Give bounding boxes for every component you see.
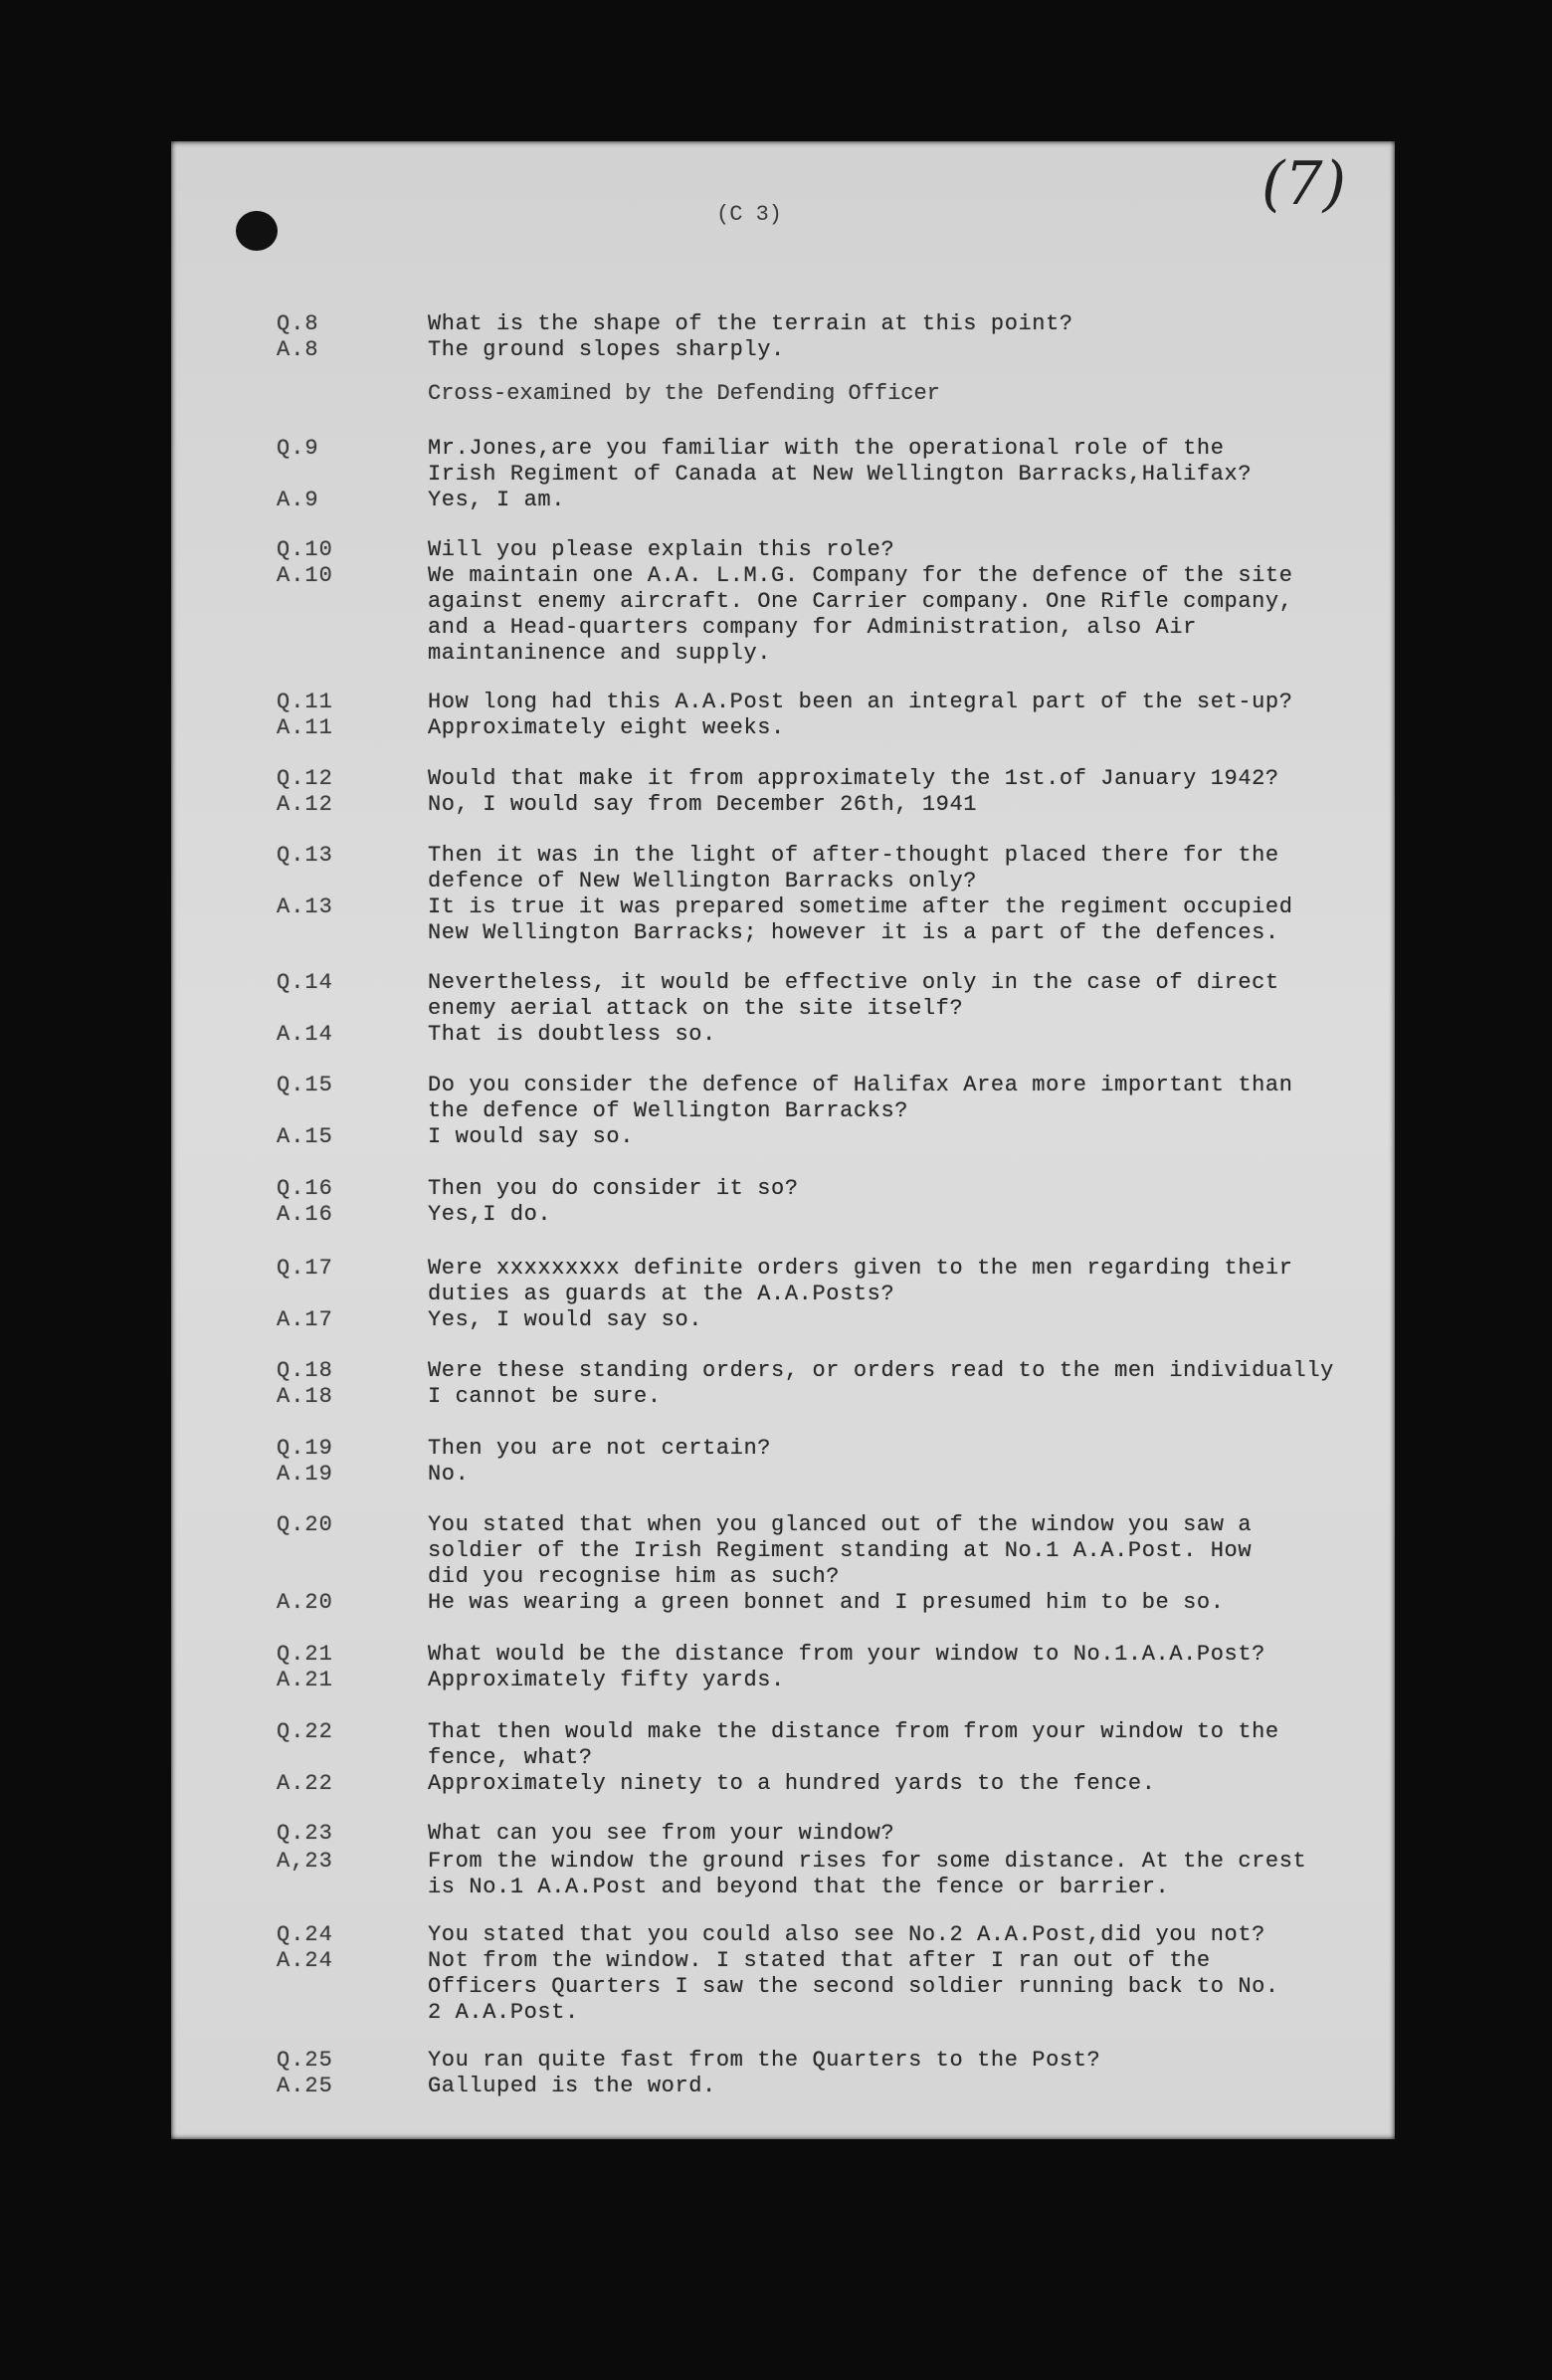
question-text-line: the defence of Wellington Barracks? [428,1098,909,1123]
question-text-line: How long had this A.A.Post been an integral part of the set-up? [428,690,1293,714]
answer-text-line: maintaninence and supply. [428,641,772,666]
question-text-line: Will you please explain this role? [428,537,895,562]
cross-examination-heading: Cross-examined by the Defending Officer [428,381,940,406]
question-text-line: soldier of the Irish Regiment standing at No.1 A.A.Post. How [428,1538,1253,1563]
answer-number: A.18 [277,1384,333,1409]
answer-text-line: and a Head-quarters company for Administration, also Air [428,615,1197,640]
answer-number: A.15 [277,1124,333,1149]
question-text-line: Were xxxxxxxxx definite orders given to the men regarding their [428,1256,1293,1281]
answer-text-line: Galluped is the word. [428,2074,716,2098]
answer-number: A.17 [277,1307,333,1332]
question-text-line: Irish Regiment of Canada at New Wellington Barracks,Halifax? [428,462,1253,487]
question-number: Q.22 [277,1719,333,1744]
answer-text-line: It is true it was prepared sometime after the regiment occupied [428,894,1293,919]
answer-text-line: No, I would say from December 26th, 1941 [428,792,978,817]
answer-text-line: Yes, I would say so. [428,1307,703,1332]
answer-text-line: Not from the window. I stated that after I ran out of the [428,1948,1211,1973]
question-number: Q.18 [277,1358,333,1383]
punch-hole [236,211,278,251]
answer-text-line: No. [428,1462,470,1487]
answer-number: A.16 [277,1202,333,1227]
question-text-line: Then it was in the light of after-thought placed there for the [428,843,1279,868]
page-reference: (C 3) [716,202,783,227]
answer-number: A.13 [277,894,333,919]
question-text-line: Would that make it from approximately the 1st.of January 1942? [428,766,1279,791]
question-text-line: Nevertheless, it would be effective only in the case of direct [428,970,1279,995]
question-number: Q.25 [277,2048,333,2073]
question-number: Q.21 [277,1642,333,1667]
answer-text-line: Officers Quarters I saw the second soldier running back to No. [428,1974,1279,1999]
answer-number: A.25 [277,2074,333,2098]
answer-number: A.14 [277,1022,333,1047]
question-number: Q.11 [277,690,333,714]
question-text-line: What is the shape of the terrain at this point? [428,311,1073,336]
question-text-line: Then you do consider it so? [428,1176,799,1201]
answer-text-line: is No.1 A.A.Post and beyond that the fence or barrier. [428,1875,1170,1899]
answer-text-line: He was wearing a green bonnet and I presumed him to be so. [428,1590,1225,1615]
question-number: Q.24 [277,1922,333,1947]
question-number: Q.23 [277,1821,333,1846]
answer-text-line: 2 A.A.Post. [428,2000,579,2025]
answer-number: A.10 [277,563,333,588]
question-text-line: What can you see from your window? [428,1821,895,1846]
answer-text-line: Approximately ninety to a hundred yards to the fence. [428,1771,1156,1796]
question-text-line: fence, what? [428,1745,593,1770]
question-number: Q.8 [277,311,319,336]
question-number: Q.15 [277,1073,333,1097]
question-text-line: Mr.Jones,are you familiar with the operational role of the [428,436,1225,461]
question-number: Q.19 [277,1436,333,1461]
answer-text-line: Yes, I am. [428,488,566,512]
question-number: Q.10 [277,537,333,562]
question-text-line: Were these standing orders, or orders read to the men individually [428,1358,1334,1383]
answer-text-line: against enemy aircraft. One Carrier company. One Rifle company, [428,589,1293,614]
question-text-line: You stated that you could also see No.2 A.A.Post,did you not? [428,1922,1265,1947]
question-text-line: Do you consider the defence of Halifax Area more important than [428,1073,1293,1097]
answer-text-line: Yes,I do. [428,1202,552,1227]
handwritten-page-number: (7) [1261,149,1346,219]
question-text-line: duties as guards at the A.A.Posts? [428,1282,895,1306]
question-text-line: Then you are not certain? [428,1436,772,1461]
question-text-line: What would be the distance from your window to No.1.A.A.Post? [428,1642,1265,1667]
question-text-line: did you recognise him as such? [428,1564,841,1589]
answer-number: A.12 [277,792,333,817]
answer-text-line: I cannot be sure. [428,1384,662,1409]
question-number: Q.20 [277,1512,333,1537]
answer-text-line: That is doubtless so. [428,1022,716,1047]
answer-text-line: We maintain one A.A. L.M.G. Company for the defence of the site [428,563,1293,588]
question-text-line: enemy aerial attack on the site itself? [428,996,964,1021]
answer-number: A.19 [277,1462,333,1487]
question-number: Q.14 [277,970,333,995]
answer-number: A.24 [277,1948,333,1973]
answer-number: A.21 [277,1668,333,1692]
answer-number: A.11 [277,715,333,740]
question-number: Q.17 [277,1256,333,1281]
answer-number: A.22 [277,1771,333,1796]
question-text-line: That then would make the distance from from your window to the [428,1719,1279,1744]
question-number: Q.13 [277,843,333,868]
answer-text-line: New Wellington Barracks; however it is a part of the defences. [428,920,1279,945]
question-number: Q.9 [277,436,319,461]
question-number: Q.12 [277,766,333,791]
answer-text-line: Approximately fifty yards. [428,1668,785,1692]
question-number: Q.16 [277,1176,333,1201]
answer-text-line: I would say so. [428,1124,635,1149]
answer-text-line: Approximately eight weeks. [428,715,785,740]
answer-text-line: From the window the ground rises for some distance. At the crest [428,1849,1307,1874]
answer-number: A,23 [277,1849,333,1874]
question-text-line: defence of New Wellington Barracks only? [428,869,978,893]
answer-text-line: The ground slopes sharply. [428,337,785,362]
question-text-line: You ran quite fast from the Quarters to the Post? [428,2048,1101,2073]
answer-number: A.9 [277,488,319,512]
question-text-line: You stated that when you glanced out of the window you saw a [428,1512,1253,1537]
answer-number: A.8 [277,337,319,362]
answer-number: A.20 [277,1590,333,1615]
